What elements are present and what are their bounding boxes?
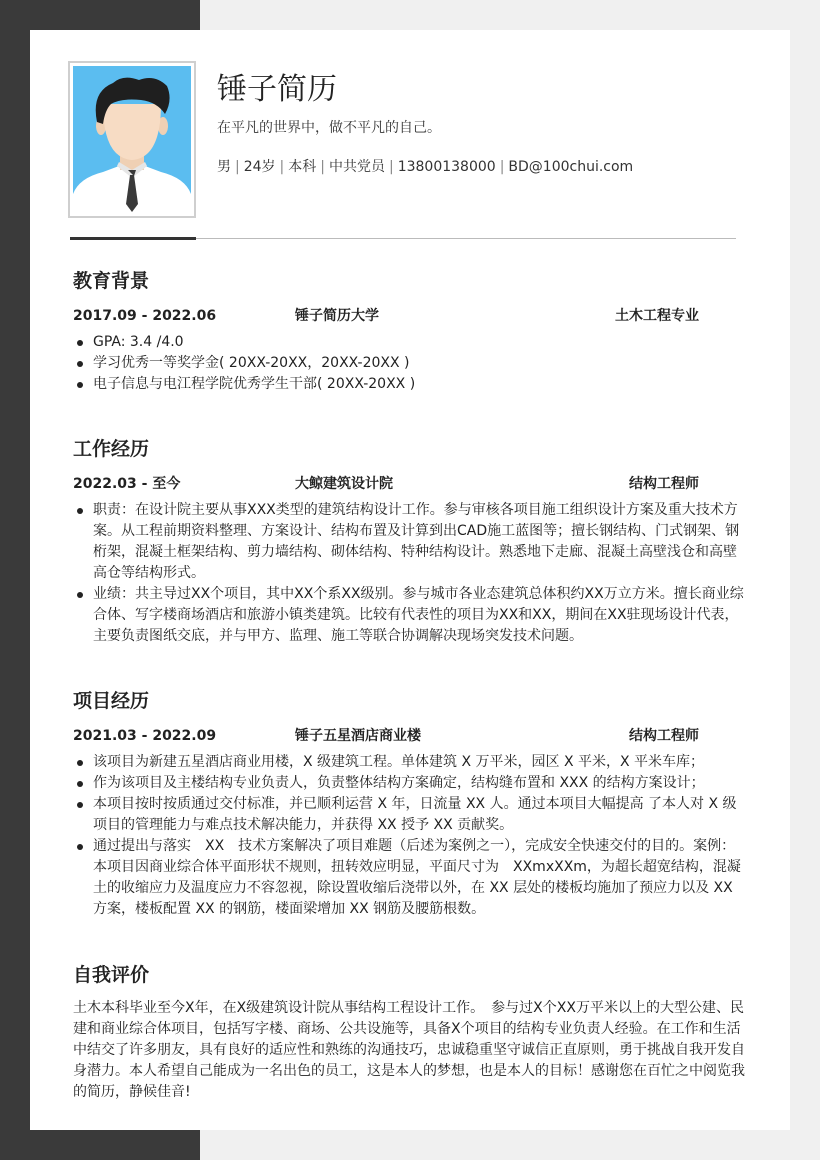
project-role: 结构工程师 (629, 728, 699, 744)
project-title: 项目经历 (73, 690, 150, 712)
resume-page (30, 30, 790, 1130)
list-item: 业绩：共主导过XX个项目，其中XX个系XX级别。参与城市各业态建筑总体积约XX万立方米。擅长商业综合体、写字楼商场酒店和旅游小镇类建筑。比较有代表性的项目为XX和XX，期间在XX驻现场设计代表，主要负责图纸交底，并与甲方、监理、施工等联合协调解决现场突发技术问题。 (73, 584, 748, 647)
education-list (73, 332, 748, 395)
header-divider (70, 237, 736, 240)
list-item: GPA: 3.4 /4.0 (73, 332, 748, 353)
political-status: 中共党员 (328, 159, 385, 175)
self-eval-title: 自我评价 (73, 964, 150, 986)
company-name: 大鲸建筑设计院 (295, 476, 393, 492)
list-item: 该项目为新建五星酒店商业用楼，X 级建筑工程。单体建筑 X 万平米，园区 X 平米，X 平米车库； (73, 752, 748, 773)
education-title: 教育背景 (73, 270, 150, 292)
motto: 在平凡的世界中，做不平凡的自己。 (217, 120, 441, 136)
work-role: 结构工程师 (629, 476, 699, 492)
education-row (73, 306, 703, 326)
list-item: 通过提出与落实 XX 技术方案解决了项目难题（后述为案例之一），完成安全快速交付的目的。案例：本项目因商业综合体平面形状不规则，扭转效应明显，平面尺寸为 XXmxXXm，为超长超宽结构，混凝土的收缩应力及温度应力不容忽视，除设置收缩后浇带以外，在 XX 层处的楼板均施加了预应力以及 XX 方案，楼板配置 XX 的钢筋，楼面梁增加 XX 钢筋及腰筋根数。 (73, 836, 748, 920)
profile-photo (68, 61, 196, 218)
email: BD@100chui.com (508, 159, 634, 175)
avatar-illustration (73, 66, 191, 213)
major: 土木工程专业 (615, 308, 699, 324)
work-row (73, 474, 703, 494)
education-period: 2017.09 - 2022.06 (73, 308, 217, 324)
project-row (73, 726, 703, 746)
work-title: 工作经历 (73, 438, 150, 460)
phone: 13800138000 (397, 159, 496, 175)
list-item: 学习优秀一等奖学金( 20XX-20XX，20XX-20XX ) (73, 353, 748, 374)
school-name: 锤子简历大学 (295, 308, 379, 324)
self-eval-text: 土木本科毕业至今X年，在X级建筑设计院从事结构工程设计工作。 参与过X个XX万平米以上的大型公建、民建和商业综合体项目，包括写字楼、商场、公共设施等，具备X个项目的结构专业负责人经验。在工作和生活中结交了许多朋友，具有良好的适应性和熟练的沟通技巧，忠诚稳重坚守诚信正直原则，勇于挑战自我开发自身潜力。本人希望自己能成为一名出色的员工，这是本人的梦想，也是本人的目标！感谢您在百忙之中阅览我的简历，静候佳音! (73, 1000, 745, 1100)
list-item: 作为该项目及主楼结构专业负责人，负责整体结构方案确定，结构缝布置和 XXX 的结构方案设计； (73, 773, 748, 794)
list-item: 本项目按时按质通过交付标准，并已顺利运营 X 年，日流量 XX 人。通过本项目大幅提高 了本人对 X 级项目的管理能力与难点技术解决能力，并获得 XX 授予 XX 贡献奖。 (73, 794, 748, 836)
degree: 本科 (288, 159, 317, 175)
project-name: 锤子五星酒店商业楼 (295, 728, 421, 744)
list-item: 电子信息与电江程学院优秀学生干部( 20XX-20XX ) (73, 374, 748, 395)
gender: 男 (217, 159, 231, 175)
age: 24岁 (243, 159, 276, 175)
list-item: 职责：在设计院主要从事XXX类型的建筑结构设计工作。参与审核各项目施工组织设计方案及重大技术方案。从工程前期资料整理、方案设计、结构布置及计算到出CAD施工蓝图等；擅长钢结构、门式钢架、钢桁架，混凝土框架结构、剪力墙结构、砌体结构、特种结构设计。熟悉地下走廊、混凝土高壁浅仓和高壁高仓等结构形式。 (73, 500, 748, 584)
work-period: 2022.03 - 至今 (73, 476, 181, 492)
project-list (73, 752, 748, 920)
contact-info: 男 | 24岁 | 本科 | 中共党员 | 13800138000 | BD@100chui.com (217, 159, 634, 175)
resume-name: 锤子简历 (217, 72, 337, 107)
work-list (73, 500, 748, 647)
project-period: 2021.03 - 2022.09 (73, 728, 217, 744)
